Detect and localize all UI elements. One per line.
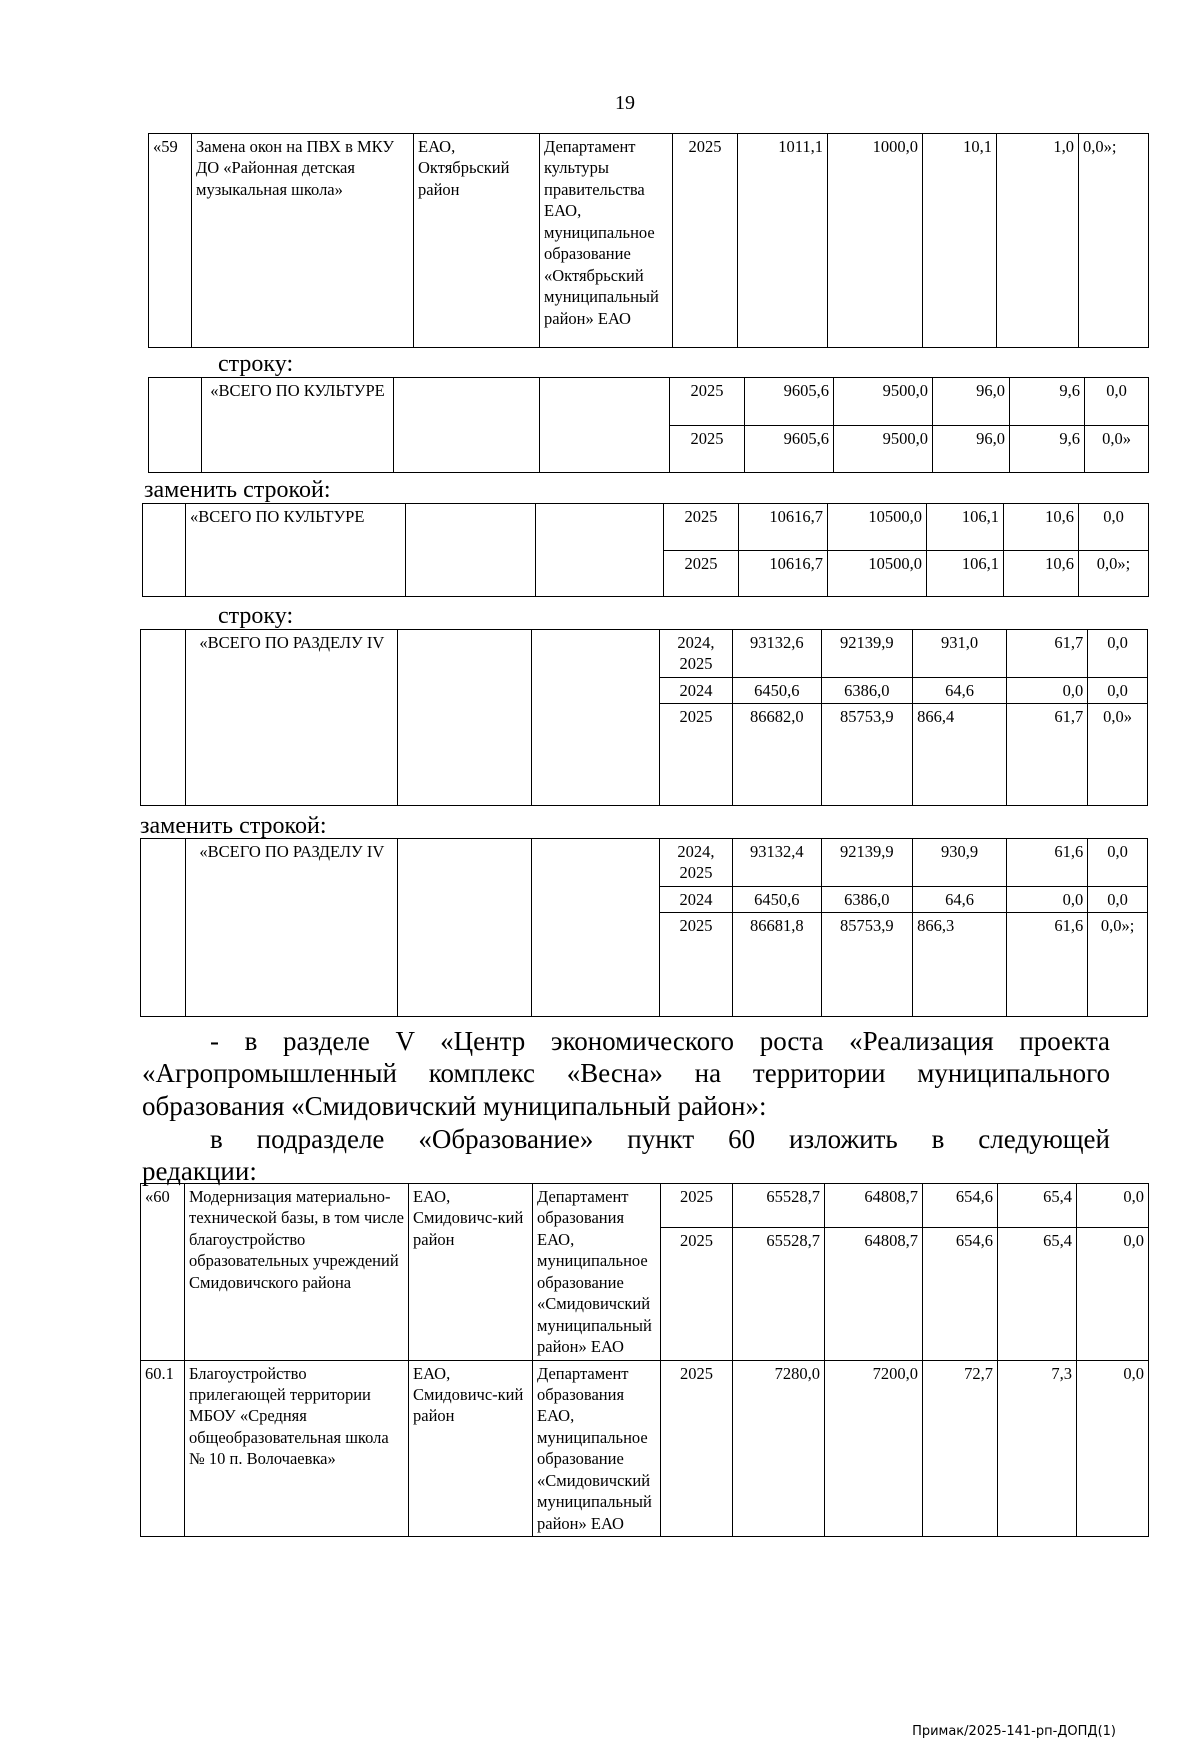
activity-name: Благоустройство прилегающей территории МБОУ «Средняя общеобразовательная школа № 10 п. Волочаевка»	[185, 1360, 409, 1537]
culture-total-new-table: «ВСЕГО ПО КУЛЬТУРЕ 2025 10616,7 10500,0 106,1 10,6 0,0 2025 10616,7 10500,0 106,1 10,6 0,0»;	[142, 503, 1149, 597]
year-cell: 2025	[673, 134, 738, 348]
label-line: строку:	[218, 603, 294, 629]
label-replace: заменить строкой:	[140, 813, 327, 839]
label-line: строку:	[218, 351, 294, 377]
responsible-org: Департамент культуры правительства ЕАО, муниципальное образование «Октябрьский муниципальный район» ЕАО	[540, 134, 673, 348]
paragraph-line: - в разделе V «Центр экономического роста «Реализация проекта	[210, 1026, 1110, 1056]
value-cell: 10,1	[923, 134, 997, 348]
table-row-60: «60 Модернизация материально-технической базы, в том числе благоустройство образовательных учреждений Смидовичского района ЕАО, Смидовичс-кий район Департамент образования ЕАО, муниципальное образование «Смидовичский муниципальный район» ЕАО 2025 65528,7 64808,7 654,6 65,4 0,0 2025 65528,7 64808,7 654,6 65,4 0,0 60.1 Благоустройство прилегающей территории МБОУ «Средняя общеобразовательная школа № 10 п. Волочаевка» ЕАО, Смидовичс-кий район Департамент образования ЕАО, муниципальное образование «Смидовичский муниципальный район» ЕАО 2025 7280,0 7200,0 72,7 7,3 0,0	[140, 1183, 1149, 1537]
value-cell: 1011,1	[738, 134, 828, 348]
location: ЕАО, Смидовичс-кий район	[409, 1360, 533, 1537]
total-title: «ВСЕГО ПО КУЛЬТУРЕ	[202, 378, 394, 473]
label-replace: заменить строкой:	[144, 477, 331, 503]
footer-doc-id: Примак/2025-141-рп-ДОПД(1)	[912, 1724, 1116, 1739]
location: ЕАО, Октябрьский район	[414, 134, 540, 348]
page-number: 19	[615, 92, 635, 114]
row-number: «59	[149, 134, 192, 348]
value-cell: 0,0»;	[1079, 134, 1149, 348]
paragraph-line: «Агропромышленный комплекс «Весна» на территории муниципального	[142, 1058, 1110, 1088]
section4-total-new-table: «ВСЕГО ПО РАЗДЕЛУ IV 2024, 2025 93132,4 92139,9 930,9 61,6 0,0 2024 6450,6 6386,0 64,6 0,0 0,0 2025 86681,8 85753,9 866,3 61,6 0,0»;	[140, 838, 1148, 1017]
paragraph-line: в подразделе «Образование» пункт 60 изложить в следующей	[210, 1124, 1110, 1154]
responsible-org: Департамент образования ЕАО, муниципальное образование «Смидовичский муниципальный район» ЕАО	[533, 1360, 661, 1537]
value-cell: 1000,0	[828, 134, 923, 348]
responsible-org: Департамент образования ЕАО, муниципальное образование «Смидовичский муниципальный район» ЕАО	[533, 1184, 661, 1361]
table-row-59	[148, 133, 1149, 348]
section4-total-old-table: «ВСЕГО ПО РАЗДЕЛУ IV 2024, 2025 93132,6 92139,9 931,0 61,7 0,0 2024 6450,6 6386,0 64,6 0,0 0,0 2025 86682,0 85753,9 866,4 61,7 0,0»	[140, 629, 1148, 806]
total-title: «ВСЕГО ПО РАЗДЕЛУ IV	[186, 839, 398, 1017]
total-title: «ВСЕГО ПО РАЗДЕЛУ IV	[186, 630, 398, 806]
paragraph-line: образования «Смидовичский муниципальный район»:	[142, 1091, 767, 1121]
row-number: «60	[141, 1184, 185, 1361]
total-title: «ВСЕГО ПО КУЛЬТУРЕ	[186, 504, 406, 597]
paragraph-line: редакции:	[142, 1156, 257, 1186]
location: ЕАО, Смидовичс-кий район	[409, 1184, 533, 1361]
row-number: 60.1	[141, 1360, 185, 1537]
activity-name: Модернизация материально-технической базы, в том числе благоустройство образовательных учреждений Смидовичского района	[185, 1184, 409, 1361]
value-cell: 1,0	[997, 134, 1079, 348]
culture-total-old-table: «ВСЕГО ПО КУЛЬТУРЕ 2025 9605,6 9500,0 96,0 9,6 0,0 2025 9605,6 9500,0 96,0 9,6 0,0»	[148, 377, 1149, 473]
activity-name: Замена окон на ПВХ в МКУ ДО «Районная детская музыкальная школа»	[192, 134, 414, 348]
